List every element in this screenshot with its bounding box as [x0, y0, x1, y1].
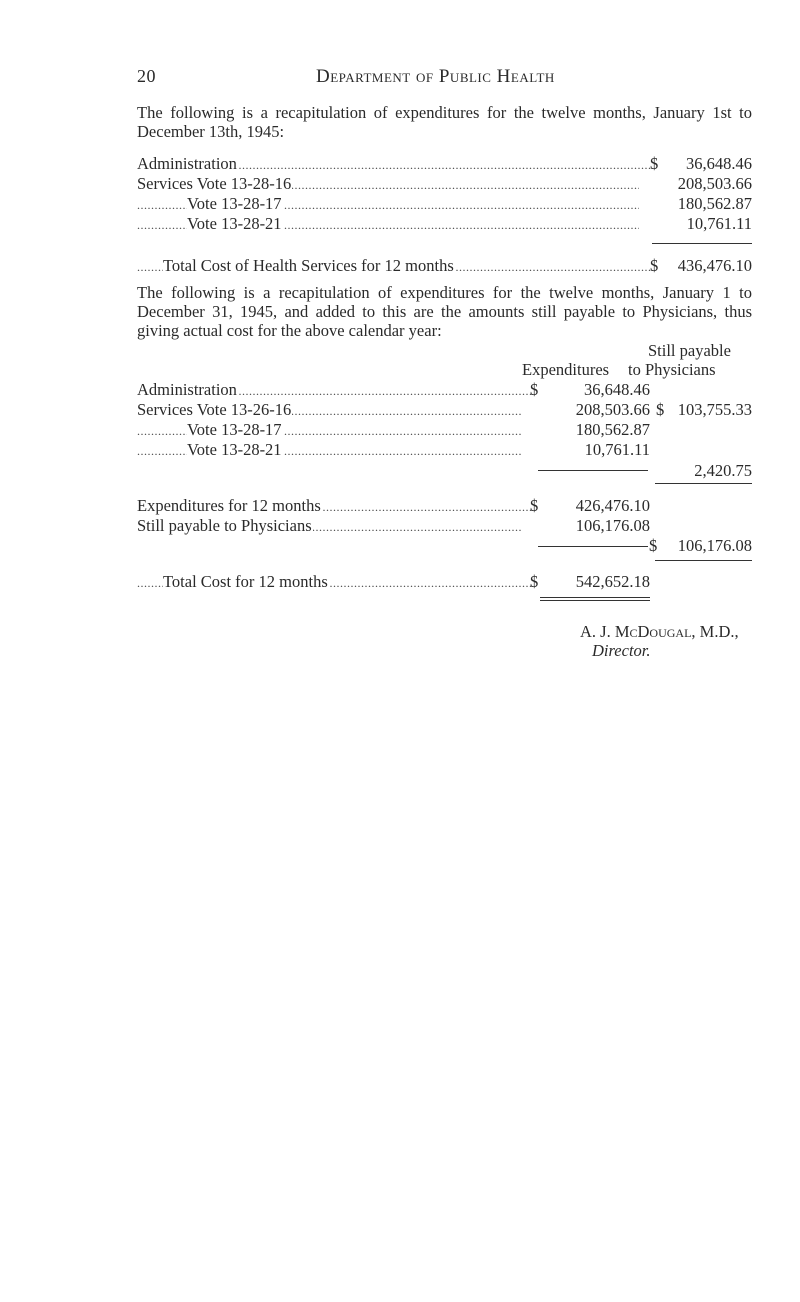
still-payable-amount: 103,755.33 [677, 400, 752, 419]
amount: 180,562.87 [677, 194, 752, 213]
row-label: Administration [137, 380, 237, 399]
row-label: Vote 13-28-17 [187, 420, 282, 439]
row-label: Services Vote 13-28-16 [137, 174, 292, 193]
total-row [137, 572, 752, 592]
double-rule-bottom [540, 600, 650, 601]
amount: 180,562.87 [575, 420, 650, 439]
total-label: Total Cost for 12 months [163, 572, 328, 591]
dollar-sign: $ [656, 400, 665, 419]
row-label: Vote 13-28-21 [187, 214, 282, 233]
dollar-sign: $ [530, 572, 539, 591]
dollar-sign: $ [650, 154, 659, 173]
paragraph-recap-2: The following is a recapitulation of expenditures for the twelve months, January 1 to December 31, 1945, and added to this are the amounts still payable to Physicians, thus giving actual cost for the above calendar year: [137, 283, 752, 340]
dollar-sign: $ [530, 380, 539, 399]
table-row [137, 174, 752, 194]
sum-rule [538, 470, 648, 471]
payable-total-row [137, 536, 752, 556]
table-row [137, 400, 752, 420]
row-label: Expenditures for 12 months [137, 496, 321, 515]
row-label: Still payable to Physicians [137, 516, 312, 535]
amount: 208,503.66 [677, 174, 752, 193]
expenditures-row [137, 496, 752, 516]
payable-total-amount: 106,176.08 [677, 536, 752, 555]
page-number: 20 [137, 66, 156, 86]
table-row [137, 194, 752, 214]
amount: 10,761.11 [584, 440, 650, 459]
amount: 36,648.46 [584, 380, 650, 399]
dollar-sign: $ [530, 496, 539, 515]
total-row [137, 256, 752, 276]
page-title: Department of Public Health [316, 66, 555, 87]
amount: 208,503.66 [575, 400, 650, 419]
total-label: Total Cost of Health Services for 12 months [163, 256, 454, 275]
row-label: Vote 13-28-17 [187, 194, 282, 213]
sum-rule [655, 560, 752, 561]
signature-title: Director. [592, 641, 651, 660]
dollar-sign: $ [650, 256, 659, 275]
row-label: Vote 13-28-21 [187, 440, 282, 459]
column-header-still-payable: Still payable [648, 341, 731, 360]
amount: 106,176.08 [575, 516, 650, 535]
column-header-to-physicians: to Physicians [628, 360, 716, 379]
table-row [137, 420, 752, 440]
amount: 10,761.11 [686, 214, 752, 233]
amount: 426,476.10 [575, 496, 650, 515]
signature-name: A. J. McDougal, M.D., [580, 622, 739, 641]
table-row [137, 154, 752, 174]
still-payable-subtotal: 2,420.75 [694, 461, 752, 480]
table-row [137, 380, 752, 400]
sum-rule [652, 243, 752, 244]
payable-row [137, 516, 752, 536]
table-row [137, 214, 752, 234]
double-rule-top [540, 597, 650, 598]
table-row [137, 440, 752, 460]
amount: 36,648.46 [686, 154, 752, 173]
column-header-expenditures: Expenditures [522, 360, 610, 379]
paragraph-recap-1: The following is a recapitulation of expenditures for the twelve months, January 1st to December 13th, 1945: [137, 103, 752, 141]
row-label: Administration [137, 154, 237, 173]
total-amount: 436,476.10 [677, 256, 752, 275]
sum-rule [655, 483, 752, 484]
row-label: Services Vote 13-26-16 [137, 400, 292, 419]
dollar-sign: $ [649, 536, 658, 555]
total-amount: 542,652.18 [575, 572, 650, 591]
